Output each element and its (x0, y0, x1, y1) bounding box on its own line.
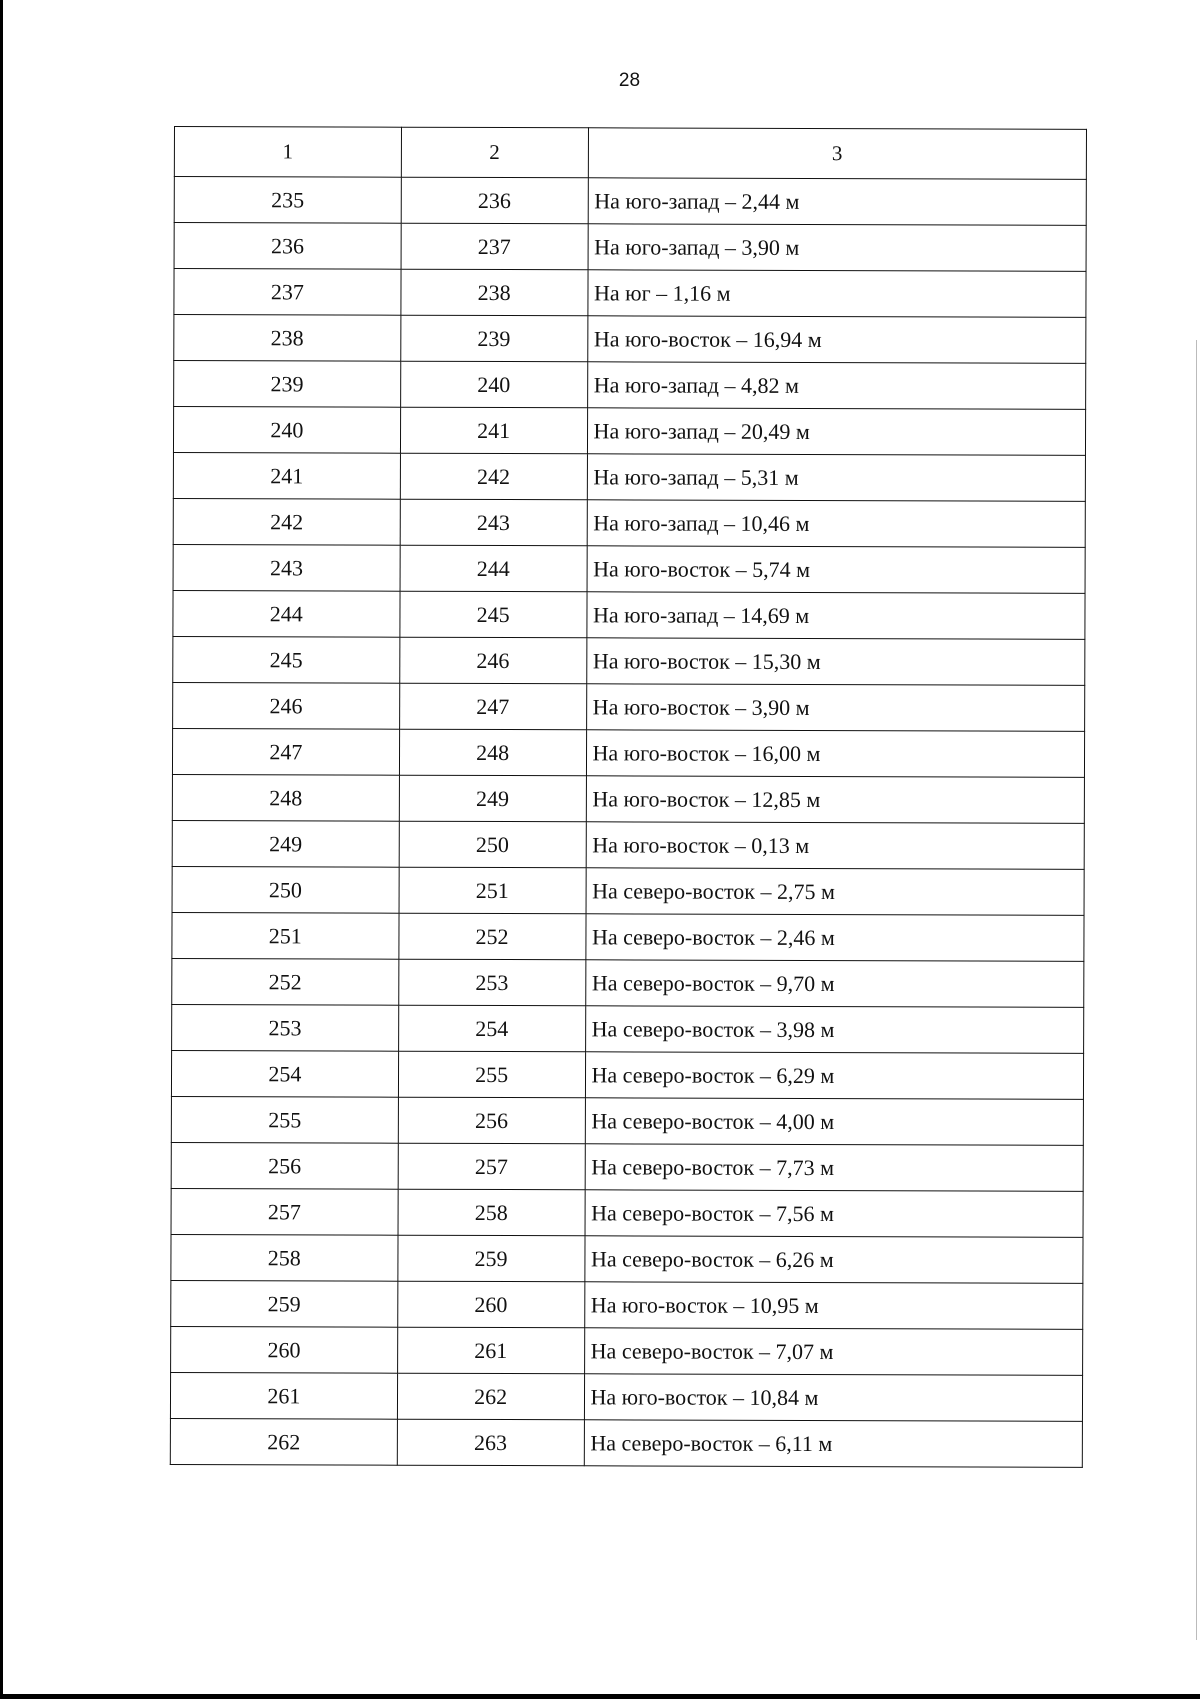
to-point-cell: 250 (399, 821, 586, 868)
table-row (171, 1280, 1083, 1329)
to-point-cell: 258 (398, 1189, 585, 1236)
direction-distance-cell: На юго-запад – 20,49 м (587, 408, 1086, 456)
to-point-cell: 262 (397, 1373, 584, 1420)
header-cell-3: 3 (588, 128, 1087, 180)
to-point-cell: 243 (400, 499, 587, 546)
from-point-cell: 256 (171, 1142, 398, 1189)
to-point-cell: 259 (398, 1235, 585, 1282)
to-point-cell: 240 (400, 361, 587, 408)
direction-distance-cell: На северо-восток – 7,56 м (585, 1190, 1084, 1238)
to-point-cell: 244 (400, 545, 587, 592)
to-point-cell: 248 (399, 729, 586, 776)
table-row (172, 774, 1084, 823)
direction-distance-cell: На северо-восток – 3,98 м (585, 1006, 1084, 1054)
scan-edge-right (1196, 340, 1197, 1640)
from-point-cell: 237 (174, 269, 401, 316)
from-point-cell: 259 (171, 1280, 398, 1327)
table-row (174, 315, 1086, 364)
from-point-cell: 238 (174, 315, 401, 362)
table-row (174, 223, 1086, 272)
direction-distance-cell: На северо-восток – 4,00 м (585, 1098, 1084, 1146)
from-point-cell: 253 (172, 1004, 399, 1051)
to-point-cell: 251 (399, 867, 586, 914)
table-row (171, 1142, 1083, 1191)
direction-distance-cell: На северо-восток – 6,26 м (584, 1236, 1083, 1284)
from-point-cell: 255 (171, 1096, 398, 1143)
from-point-cell: 258 (171, 1234, 398, 1281)
table-row (170, 1418, 1082, 1467)
table-row (171, 1096, 1083, 1145)
direction-distance-cell: На северо-восток – 9,70 м (585, 960, 1084, 1008)
from-point-cell: 249 (172, 820, 399, 867)
from-point-cell: 247 (172, 728, 399, 775)
direction-distance-cell: На северо-восток – 2,46 м (585, 914, 1084, 962)
direction-distance-cell: На юго-восток – 10,95 м (584, 1282, 1083, 1330)
to-point-cell: 237 (401, 223, 588, 270)
to-point-cell: 257 (398, 1143, 585, 1190)
from-point-cell: 262 (170, 1418, 397, 1465)
header-cell-1: 1 (174, 127, 401, 178)
direction-distance-cell: На юго-запад – 3,90 м (588, 224, 1087, 272)
direction-distance-cell: На юго-восток – 10,84 м (584, 1374, 1083, 1422)
from-point-cell: 261 (170, 1372, 397, 1419)
table-row (171, 1326, 1083, 1375)
to-point-cell: 255 (398, 1051, 585, 1098)
to-point-cell: 245 (400, 591, 587, 638)
table-row (172, 958, 1084, 1007)
direction-distance-cell: На юго-восток – 0,13 м (586, 822, 1085, 870)
direction-distance-cell: На северо-восток – 6,11 м (584, 1420, 1083, 1468)
table-row (174, 361, 1086, 410)
to-point-cell: 241 (400, 407, 587, 454)
table-row (174, 269, 1086, 318)
table-row (171, 1188, 1083, 1237)
from-point-cell: 260 (171, 1326, 398, 1373)
direction-distance-cell: На северо-восток – 7,73 м (585, 1144, 1084, 1192)
table-row (173, 544, 1085, 593)
direction-distance-cell: На юго-восток – 15,30 м (586, 638, 1085, 686)
from-point-cell: 245 (173, 636, 400, 683)
table-row (173, 590, 1085, 639)
direction-distance-cell: На северо-восток – 7,07 м (584, 1328, 1083, 1376)
from-point-cell: 244 (173, 590, 400, 637)
table-row (173, 636, 1085, 685)
direction-distance-cell: На юго-запад – 10,46 м (587, 500, 1086, 548)
to-point-cell: 263 (397, 1419, 584, 1466)
direction-distance-cell: На юго-восток – 3,90 м (586, 684, 1085, 732)
from-point-cell: 246 (173, 682, 400, 729)
table-row (173, 498, 1085, 547)
table-row (173, 682, 1085, 731)
from-point-cell: 235 (174, 177, 401, 224)
table-row (172, 1004, 1084, 1053)
to-point-cell: 252 (399, 913, 586, 960)
from-point-cell: 242 (173, 498, 400, 545)
table-row (173, 407, 1085, 456)
to-point-cell: 249 (399, 775, 586, 822)
to-point-cell: 254 (398, 1005, 585, 1052)
from-point-cell: 257 (171, 1188, 398, 1235)
table-row (174, 177, 1086, 226)
scan-edge-left (0, 0, 3, 1699)
table-row (172, 728, 1084, 777)
from-point-cell: 240 (173, 407, 400, 454)
from-point-cell: 250 (172, 866, 399, 913)
from-point-cell: 239 (174, 361, 401, 408)
from-point-cell: 251 (172, 912, 399, 959)
direction-distance-cell: На юго-запад – 5,31 м (587, 454, 1086, 502)
to-point-cell: 260 (397, 1281, 584, 1328)
direction-distance-cell: На юго-запад – 14,69 м (586, 592, 1085, 640)
to-point-cell: 247 (399, 683, 586, 730)
direction-distance-cell: На юго-восток – 16,94 м (587, 316, 1086, 364)
table-row (172, 820, 1084, 869)
direction-distance-cell: На юго-восток – 16,00 м (586, 730, 1085, 778)
direction-distance-cell: На юго-запад – 4,82 м (587, 362, 1086, 410)
to-point-cell: 246 (399, 637, 586, 684)
table-row (173, 452, 1085, 501)
table-body (170, 127, 1086, 1468)
boundary-table (170, 126, 1087, 1468)
from-point-cell: 236 (174, 223, 401, 270)
to-point-cell: 256 (398, 1097, 585, 1144)
direction-distance-cell: На юго-запад – 2,44 м (588, 178, 1087, 226)
table-header-row (174, 127, 1086, 180)
header-cell-2: 2 (401, 127, 588, 178)
table-row (171, 1234, 1083, 1283)
direction-distance-cell: На юго-восток – 5,74 м (587, 546, 1086, 594)
to-point-cell: 242 (400, 453, 587, 500)
scan-edge-bottom (0, 1694, 1200, 1699)
table-row (172, 912, 1084, 961)
to-point-cell: 239 (400, 315, 587, 362)
from-point-cell: 254 (171, 1050, 398, 1097)
table-row (171, 1050, 1083, 1099)
direction-distance-cell: На юго-восток – 12,85 м (586, 776, 1085, 824)
from-point-cell: 241 (173, 452, 400, 499)
to-point-cell: 238 (401, 269, 588, 316)
table-row (170, 1372, 1082, 1421)
from-point-cell: 248 (172, 774, 399, 821)
table-row (172, 866, 1084, 915)
direction-distance-cell: На северо-восток – 6,29 м (585, 1052, 1084, 1100)
page-number: 28 (618, 70, 641, 91)
to-point-cell: 236 (401, 177, 588, 224)
from-point-cell: 243 (173, 544, 400, 591)
direction-distance-cell: На юг – 1,16 м (587, 270, 1086, 318)
direction-distance-cell: На северо-восток – 2,75 м (586, 868, 1085, 916)
to-point-cell: 261 (397, 1327, 584, 1374)
from-point-cell: 252 (172, 958, 399, 1005)
to-point-cell: 253 (398, 959, 585, 1006)
